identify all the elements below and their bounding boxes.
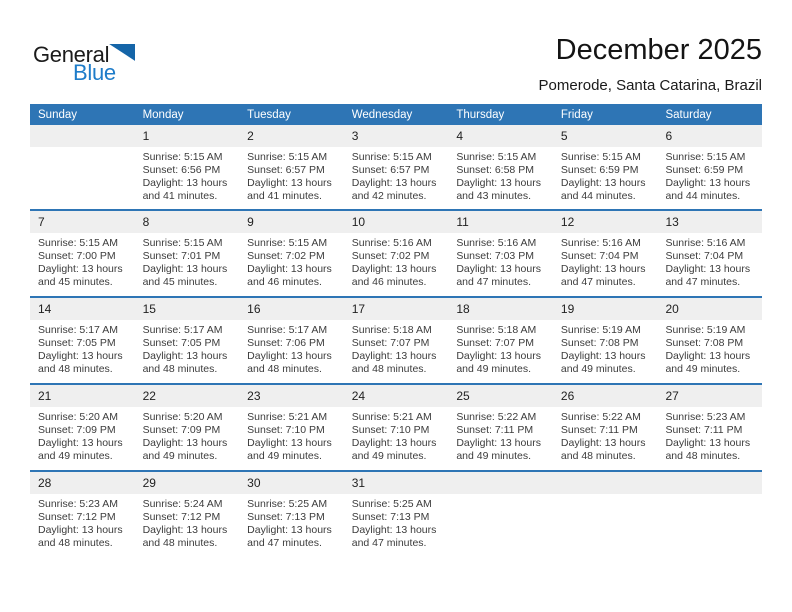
daylight-text-line2: and 41 minutes. — [247, 190, 322, 202]
daylight-text-line1: Daylight: 13 hours — [456, 177, 541, 189]
day-cell — [239, 298, 344, 383]
day-details — [30, 320, 135, 376]
day-details — [657, 233, 762, 289]
sunset-text: Sunset: 7:01 PM — [142, 250, 221, 262]
sunset-text: Sunset: 7:11 PM — [560, 424, 638, 436]
weekday-header-saturday: Saturday — [665, 109, 712, 121]
daylight-text-line2: and 45 minutes. — [38, 276, 113, 288]
daylight-text-line1: Daylight: 13 hours — [38, 524, 123, 536]
daylight-text-line2: and 48 minutes. — [351, 363, 427, 375]
daylight-text-line2: and 46 minutes. — [247, 276, 322, 288]
day-number: 25 — [456, 389, 470, 403]
day-number: 31 — [351, 476, 366, 490]
day-cell — [30, 472, 135, 557]
day-number: 13 — [665, 215, 679, 229]
sunset-text: Sunset: 7:07 PM — [351, 337, 430, 349]
day-number-band — [448, 385, 553, 407]
day-details — [344, 233, 449, 289]
daylight-text-line1: Daylight: 13 hours — [560, 437, 646, 449]
daylight-text-line2: and 49 minutes. — [665, 363, 741, 375]
daylight-text-line1: Daylight: 13 hours — [247, 350, 332, 362]
day-number: 21 — [38, 389, 52, 403]
day-details — [135, 407, 240, 463]
day-number-band — [239, 298, 344, 320]
empty-day-cell — [657, 472, 762, 557]
day-details — [239, 494, 344, 550]
sunset-text: Sunset: 6:56 PM — [142, 164, 221, 176]
daylight-text-line2: and 42 minutes. — [351, 190, 427, 202]
day-number: 22 — [142, 389, 156, 403]
daylight-text-line1: Daylight: 13 hours — [351, 350, 437, 362]
sunset-text: Sunset: 6:59 PM — [560, 164, 639, 176]
daylight-text-line2: and 48 minutes. — [38, 537, 113, 549]
day-number-band — [135, 298, 240, 320]
day-cell — [135, 385, 240, 470]
sunset-text: Sunset: 7:11 PM — [456, 424, 534, 436]
empty-day-cell — [448, 472, 553, 557]
daylight-text-line1: Daylight: 13 hours — [247, 177, 332, 189]
sunrise-text: Sunrise: 5:17 AM — [247, 324, 328, 336]
day-number-band — [239, 211, 344, 233]
daylight-text-line1: Daylight: 13 hours — [560, 177, 646, 189]
day-number: 18 — [456, 302, 470, 316]
daylight-text-line1: Daylight: 13 hours — [456, 350, 541, 362]
day-details — [657, 147, 762, 203]
daylight-text-line2: and 49 minutes. — [456, 363, 532, 375]
sunrise-text: Sunrise: 5:16 AM — [560, 237, 641, 249]
daylight-text-line2: and 47 minutes. — [560, 276, 636, 288]
sunrise-text: Sunrise: 5:17 AM — [38, 324, 118, 336]
day-details — [657, 320, 762, 376]
day-details — [135, 494, 240, 550]
day-number: 11 — [456, 215, 469, 229]
day-number: 16 — [247, 302, 261, 316]
sunrise-text: Sunrise: 5:15 AM — [665, 151, 746, 163]
day-number-band — [344, 125, 449, 147]
page-title: December 2025 — [555, 34, 762, 66]
day-number: 10 — [351, 215, 366, 229]
day-number-band — [239, 385, 344, 407]
daylight-text-line2: and 49 minutes. — [351, 450, 427, 462]
day-details — [448, 407, 553, 463]
empty-day-cell — [553, 472, 658, 557]
day-number: 8 — [142, 215, 150, 229]
day-cell — [30, 298, 135, 383]
daylight-text-line2: and 47 minutes. — [247, 537, 322, 549]
day-number: 28 — [38, 476, 52, 490]
daylight-text-line2: and 49 minutes. — [456, 450, 532, 462]
day-number-band — [30, 298, 135, 320]
daylight-text-line2: and 47 minutes. — [456, 276, 532, 288]
sunset-text: Sunset: 7:05 PM — [142, 337, 221, 349]
logo-text-blue: Blue — [73, 60, 116, 85]
sunset-text: Sunset: 7:09 PM — [142, 424, 221, 436]
sunset-text: Sunset: 7:08 PM — [665, 337, 744, 349]
day-cell — [553, 298, 658, 383]
sunrise-text: Sunrise: 5:25 AM — [247, 498, 328, 510]
day-details — [344, 407, 449, 463]
daylight-text-line2: and 49 minutes. — [560, 363, 636, 375]
daylight-text-line2: and 48 minutes. — [142, 537, 218, 549]
day-number-band — [135, 211, 240, 233]
daylight-text-line2: and 47 minutes. — [351, 537, 427, 549]
daylight-text-line1: Daylight: 13 hours — [247, 263, 332, 275]
daylight-text-line1: Daylight: 13 hours — [38, 263, 123, 275]
sunrise-text: Sunrise: 5:17 AM — [142, 324, 223, 336]
day-number: 29 — [142, 476, 156, 490]
day-number: 24 — [351, 389, 366, 403]
day-cell — [448, 211, 553, 296]
day-number-band — [30, 211, 135, 233]
day-cell — [448, 298, 553, 383]
day-details — [553, 233, 658, 289]
daylight-text-line1: Daylight: 13 hours — [665, 350, 751, 362]
day-number-band — [344, 472, 449, 494]
day-number: 15 — [142, 302, 156, 316]
daylight-text-line1: Daylight: 13 hours — [38, 437, 123, 449]
day-cell — [135, 125, 240, 209]
sunset-text: Sunset: 7:10 PM — [247, 424, 325, 436]
day-cell — [657, 298, 762, 383]
sunrise-text: Sunrise: 5:18 AM — [456, 324, 537, 336]
sunrise-text: Sunrise: 5:22 AM — [456, 411, 537, 423]
day-number-band — [448, 298, 553, 320]
daylight-text-line2: and 48 minutes. — [665, 450, 741, 462]
weekday-header-monday: Monday — [142, 109, 184, 121]
daylight-text-line1: Daylight: 13 hours — [665, 263, 751, 275]
day-number: 19 — [560, 302, 575, 316]
day-number-band — [553, 125, 658, 147]
day-details — [344, 320, 449, 376]
day-cell — [30, 385, 135, 470]
day-number-band — [135, 125, 240, 147]
sunset-text: Sunset: 7:07 PM — [456, 337, 534, 349]
week-row — [30, 209, 762, 296]
week-row — [30, 383, 762, 470]
daylight-text-line1: Daylight: 13 hours — [142, 524, 228, 536]
day-number: 30 — [247, 476, 261, 490]
day-number: 7 — [38, 215, 45, 229]
day-number-band — [657, 385, 762, 407]
daylight-text-line1: Daylight: 13 hours — [38, 350, 123, 362]
day-details — [553, 407, 658, 463]
day-number-band — [553, 211, 658, 233]
day-number: 3 — [351, 129, 359, 143]
day-number-band — [30, 125, 135, 147]
triangle-flag-icon — [109, 44, 135, 61]
empty-day-cell — [30, 125, 135, 209]
sunrise-text: Sunrise: 5:16 AM — [665, 237, 746, 249]
day-cell — [30, 211, 135, 296]
daylight-text-line1: Daylight: 13 hours — [665, 177, 751, 189]
sunrise-text: Sunrise: 5:15 AM — [142, 237, 223, 249]
day-number-band — [239, 472, 344, 494]
sunset-text: Sunset: 7:00 PM — [38, 250, 116, 262]
day-cell — [135, 472, 240, 557]
sunrise-text: Sunrise: 5:15 AM — [247, 151, 328, 163]
sunset-text: Sunset: 7:11 PM — [665, 424, 743, 436]
sunrise-text: Sunrise: 5:19 AM — [665, 324, 746, 336]
daylight-text-line1: Daylight: 13 hours — [247, 437, 332, 449]
day-cell — [239, 385, 344, 470]
sunset-text: Sunset: 6:59 PM — [665, 164, 744, 176]
day-details — [30, 233, 135, 289]
daylight-text-line2: and 45 minutes. — [142, 276, 218, 288]
daylight-text-line2: and 47 minutes. — [665, 276, 741, 288]
general-blue-logo — [33, 42, 135, 86]
day-details — [239, 233, 344, 289]
sunrise-text: Sunrise: 5:23 AM — [665, 411, 746, 423]
day-cell — [239, 125, 344, 209]
day-cell — [657, 125, 762, 209]
day-number: 17 — [351, 302, 366, 316]
day-number-band — [30, 385, 135, 407]
day-number: 4 — [456, 129, 463, 143]
day-details — [239, 320, 344, 376]
sunset-text: Sunset: 7:13 PM — [351, 511, 430, 523]
sunset-text: Sunset: 7:09 PM — [38, 424, 116, 436]
daylight-text-line1: Daylight: 13 hours — [247, 524, 332, 536]
day-number-band — [553, 472, 658, 494]
weekday-header-tuesday: Tuesday — [247, 109, 291, 121]
day-number: 6 — [665, 129, 673, 143]
daylight-text-line2: and 49 minutes. — [247, 450, 322, 462]
sunrise-text: Sunrise: 5:25 AM — [351, 498, 432, 510]
day-number-band — [448, 211, 553, 233]
sunrise-text: Sunrise: 5:16 AM — [351, 237, 432, 249]
weekday-header-wednesday: Wednesday — [351, 109, 413, 121]
sunrise-text: Sunrise: 5:15 AM — [351, 151, 432, 163]
sunrise-text: Sunrise: 5:20 AM — [142, 411, 223, 423]
day-number-band — [30, 472, 135, 494]
day-cell — [239, 211, 344, 296]
day-cell — [344, 472, 449, 557]
day-cell — [239, 472, 344, 557]
day-number-band — [344, 211, 449, 233]
sunrise-text: Sunrise: 5:15 AM — [247, 237, 328, 249]
week-row — [30, 125, 762, 209]
daylight-text-line1: Daylight: 13 hours — [560, 263, 646, 275]
day-details — [135, 147, 240, 203]
day-details — [30, 494, 135, 550]
day-number: 1 — [142, 129, 150, 143]
daylight-text-line1: Daylight: 13 hours — [351, 524, 437, 536]
day-number-band — [135, 385, 240, 407]
sunrise-text: Sunrise: 5:18 AM — [351, 324, 432, 336]
day-number-band — [344, 298, 449, 320]
sunrise-text: Sunrise: 5:20 AM — [38, 411, 118, 423]
day-number-band — [448, 125, 553, 147]
day-details — [239, 407, 344, 463]
daylight-text-line1: Daylight: 13 hours — [142, 177, 228, 189]
day-details — [448, 233, 553, 289]
day-details — [135, 233, 240, 289]
day-number: 26 — [560, 389, 575, 403]
daylight-text-line2: and 48 minutes. — [247, 363, 322, 375]
daylight-text-line1: Daylight: 13 hours — [456, 437, 541, 449]
day-cell — [344, 125, 449, 209]
day-number-band — [344, 385, 449, 407]
day-cell — [448, 385, 553, 470]
daylight-text-line2: and 48 minutes. — [38, 363, 113, 375]
sunrise-text: Sunrise: 5:22 AM — [560, 411, 641, 423]
daylight-text-line1: Daylight: 13 hours — [351, 263, 437, 275]
day-number: 14 — [38, 302, 52, 316]
sunset-text: Sunset: 7:12 PM — [142, 511, 221, 523]
daylight-text-line1: Daylight: 13 hours — [560, 350, 646, 362]
day-number-band — [553, 298, 658, 320]
day-details — [553, 320, 658, 376]
sunset-text: Sunset: 7:10 PM — [351, 424, 430, 436]
sunset-text: Sunset: 6:57 PM — [247, 164, 325, 176]
day-details — [344, 494, 449, 550]
daylight-text-line2: and 43 minutes. — [456, 190, 532, 202]
daylight-text-line2: and 48 minutes. — [142, 363, 218, 375]
daylight-text-line1: Daylight: 13 hours — [142, 263, 228, 275]
daylight-text-line1: Daylight: 13 hours — [142, 350, 228, 362]
daylight-text-line1: Daylight: 13 hours — [351, 177, 437, 189]
day-details — [135, 320, 240, 376]
sunset-text: Sunset: 7:02 PM — [247, 250, 325, 262]
sunrise-text: Sunrise: 5:16 AM — [456, 237, 537, 249]
daylight-text-line1: Daylight: 13 hours — [665, 437, 751, 449]
daylight-text-line2: and 49 minutes. — [38, 450, 113, 462]
day-number-band — [135, 472, 240, 494]
daylight-text-line2: and 49 minutes. — [142, 450, 218, 462]
sunset-text: Sunset: 7:06 PM — [247, 337, 325, 349]
sunset-text: Sunset: 7:02 PM — [351, 250, 430, 262]
calendar-table — [30, 104, 762, 557]
day-details — [657, 407, 762, 463]
day-details — [448, 147, 553, 203]
week-row — [30, 470, 762, 557]
day-cell — [135, 211, 240, 296]
sunrise-text: Sunrise: 5:19 AM — [560, 324, 641, 336]
day-number: 2 — [247, 129, 254, 143]
day-number-band — [239, 125, 344, 147]
week-row — [30, 296, 762, 383]
sunset-text: Sunset: 7:03 PM — [456, 250, 534, 262]
day-number-band — [657, 125, 762, 147]
daylight-text-line1: Daylight: 13 hours — [142, 437, 228, 449]
day-number: 23 — [247, 389, 261, 403]
sunrise-text: Sunrise: 5:15 AM — [560, 151, 641, 163]
sunset-text: Sunset: 7:12 PM — [38, 511, 116, 523]
sunset-text: Sunset: 6:57 PM — [351, 164, 430, 176]
day-cell — [553, 385, 658, 470]
sunrise-text: Sunrise: 5:21 AM — [351, 411, 432, 423]
sunrise-text: Sunrise: 5:21 AM — [247, 411, 328, 423]
sunrise-text: Sunrise: 5:15 AM — [142, 151, 223, 163]
weekday-header-thursday: Thursday — [456, 109, 505, 121]
day-details — [344, 147, 449, 203]
sunset-text: Sunset: 7:08 PM — [560, 337, 639, 349]
daylight-text-line1: Daylight: 13 hours — [351, 437, 437, 449]
daylight-text-line2: and 44 minutes. — [665, 190, 741, 202]
day-number: 9 — [247, 215, 254, 229]
day-number-band — [448, 472, 553, 494]
day-number: 12 — [560, 215, 575, 229]
day-number-band — [553, 385, 658, 407]
day-cell — [344, 385, 449, 470]
sunrise-text: Sunrise: 5:23 AM — [38, 498, 118, 510]
day-number-band — [657, 472, 762, 494]
sunset-text: Sunset: 7:04 PM — [560, 250, 639, 262]
day-cell — [135, 298, 240, 383]
weekday-header-friday: Friday — [560, 109, 593, 121]
day-cell — [448, 125, 553, 209]
day-cell — [657, 385, 762, 470]
sunset-text: Sunset: 6:58 PM — [456, 164, 534, 176]
day-number: 5 — [560, 129, 568, 143]
logo-text-general: General — [33, 42, 110, 67]
day-details — [553, 147, 658, 203]
day-cell — [344, 298, 449, 383]
day-cell — [344, 211, 449, 296]
day-details — [30, 407, 135, 463]
page-subtitle: Pomerode, Santa Catarina, Brazil — [538, 77, 762, 94]
weekday-header-sunday: Sunday — [38, 109, 78, 121]
day-details — [448, 320, 553, 376]
sunset-text: Sunset: 7:13 PM — [247, 511, 325, 523]
sunset-text: Sunset: 7:04 PM — [665, 250, 744, 262]
daylight-text-line2: and 44 minutes. — [560, 190, 636, 202]
sunrise-text: Sunrise: 5:15 AM — [456, 151, 537, 163]
day-number-band — [657, 298, 762, 320]
daylight-text-line2: and 46 minutes. — [351, 276, 427, 288]
day-number: 20 — [665, 302, 679, 316]
daylight-text-line2: and 41 minutes. — [142, 190, 218, 202]
day-cell — [553, 125, 658, 209]
day-cell — [553, 211, 658, 296]
sunrise-text: Sunrise: 5:15 AM — [38, 237, 118, 249]
weekday-header-row — [30, 104, 762, 125]
sunrise-text: Sunrise: 5:24 AM — [142, 498, 223, 510]
day-number: 27 — [665, 389, 679, 403]
sunset-text: Sunset: 7:05 PM — [38, 337, 116, 349]
day-details — [239, 147, 344, 203]
daylight-text-line2: and 48 minutes. — [560, 450, 636, 462]
daylight-text-line1: Daylight: 13 hours — [456, 263, 541, 275]
day-number-band — [657, 211, 762, 233]
day-cell — [657, 211, 762, 296]
